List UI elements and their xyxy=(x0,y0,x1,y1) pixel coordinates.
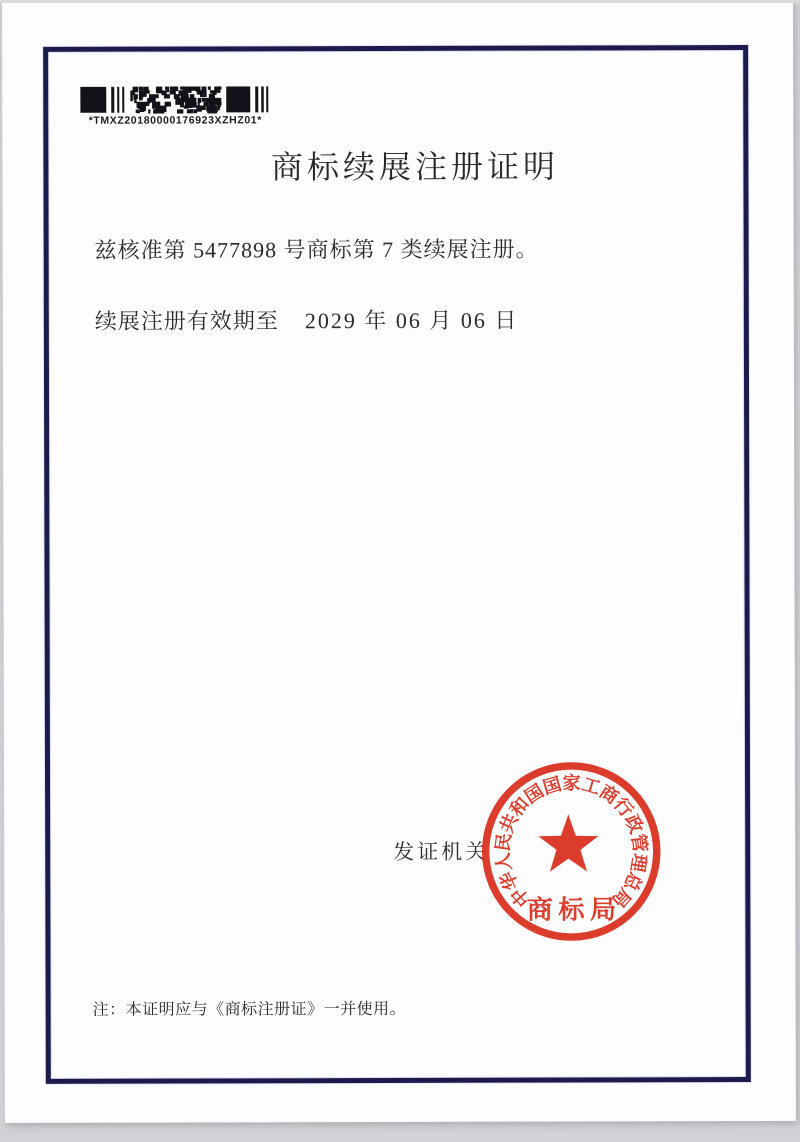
barcode xyxy=(80,86,270,126)
certificate-paper xyxy=(2,1,796,1123)
validity-label: 续展注册有效期至 xyxy=(94,308,279,334)
official-seal xyxy=(478,758,664,944)
red-star-icon xyxy=(538,814,598,871)
certificate-title: 商标续展注册证明 xyxy=(270,148,559,186)
approval-line: 兹核准第 5477898 号商标第 7 类续展注册。 xyxy=(94,236,539,263)
scan-edge xyxy=(0,0,800,3)
seal-bottom-text: 商标局 xyxy=(526,894,617,925)
barcode-matrix xyxy=(130,86,221,113)
validity-line xyxy=(95,304,519,336)
barcode-text: *TMXZ20180000176923XZHZ01* xyxy=(88,114,262,127)
issuer-label: 发证机关 xyxy=(393,839,490,864)
seal-ring-text: 中华人民共和国国家工商行政管理总局 xyxy=(492,773,651,912)
usage-note: 注：本证明应与《商标注册证》一并使用。 xyxy=(92,1000,407,1019)
barcode-graphic xyxy=(80,86,270,113)
validity-date: 2029 年 06 月 06 日 xyxy=(304,307,519,334)
